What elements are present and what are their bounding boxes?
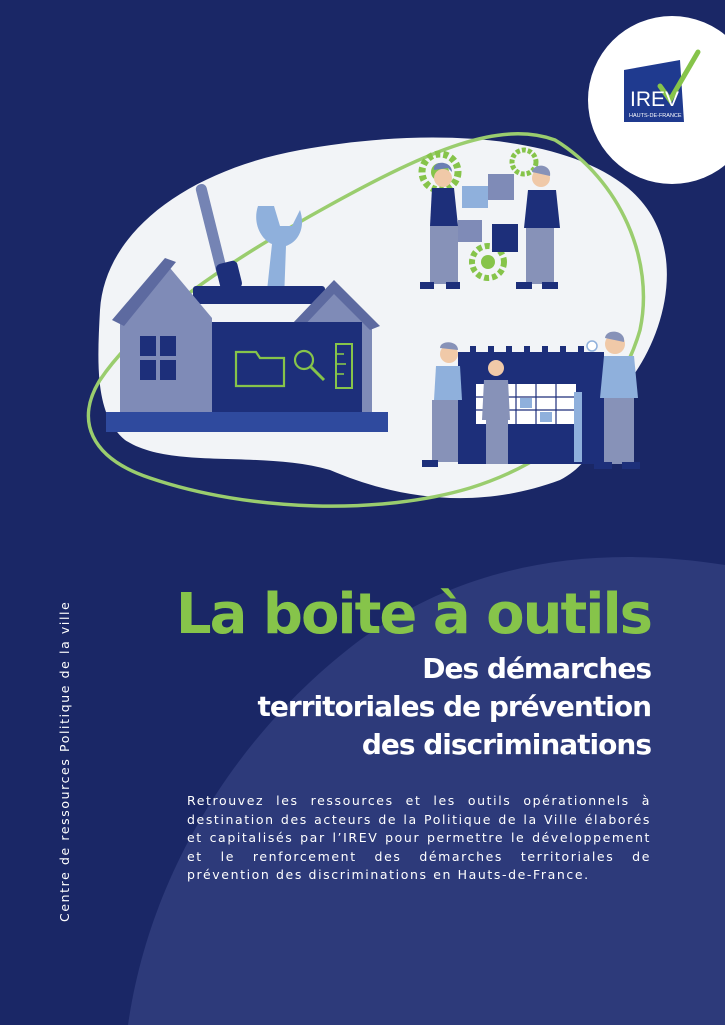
puzzle-icon (488, 174, 514, 200)
subtitle-line: territoriales de prévention (257, 690, 651, 723)
page-subtitle (258, 650, 651, 764)
page-title: La boite à outils (175, 582, 651, 647)
intro-paragraph: Retrouvez les ressources et les outils opérationnels à destination des acteurs de la Politique de la Ville élaborés et capitalisés par l’IREV pour permettre le développement et le renforcement des démarches territoriales de prévention des discriminations en Hauts-de-France. (187, 793, 651, 882)
logo-tagline: HAUTS-DE-FRANCE (629, 113, 682, 119)
subtitle-line: des discriminations (361, 728, 651, 761)
logo-name: IREV (630, 88, 680, 111)
lightbulb-icon (587, 341, 597, 351)
pencil-icon (574, 392, 582, 462)
subtitle-line: Des démarches (422, 652, 651, 685)
sidebar-caption: Centre de ressources Politique de la ville (57, 600, 72, 922)
